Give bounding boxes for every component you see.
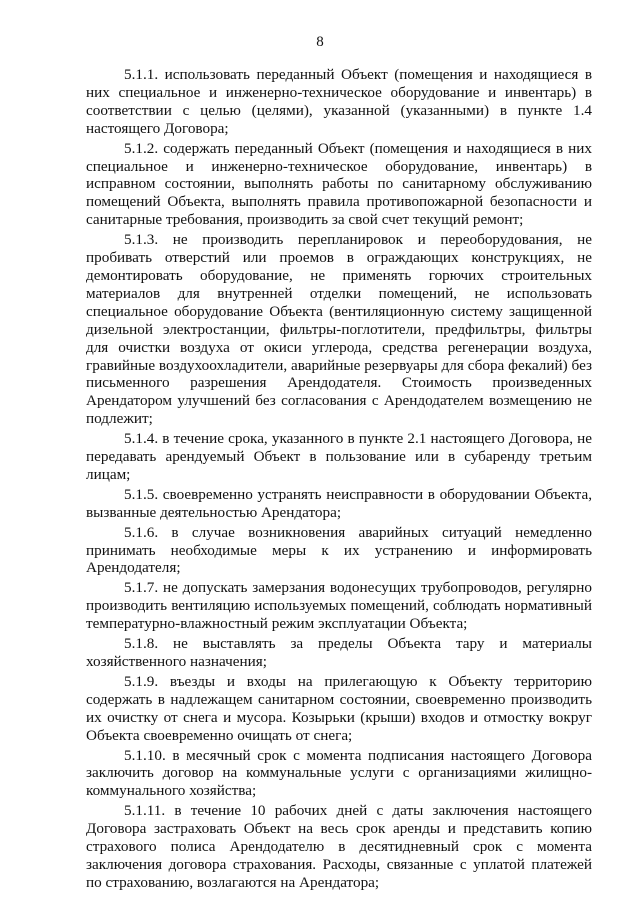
clause-5-1-5: 5.1.5. своевременно устранять неисправности в оборудовании Объекта, вызванные деятельностью Арендатора;: [86, 485, 592, 521]
clause-5-1-8: 5.1.8. не выставлять за пределы Объекта тару и материалы хозяйственного назначения;: [86, 635, 592, 670]
page-number: 8: [316, 34, 324, 50]
clause-5-1-2: 5.1.2. содержать переданный Объект (помещения и находящиеся в них специальное и инженерно-техническое оборудование, инвентарь) в исправном состоянии, выполнять работы по санитарному обслуживанию помещений Объекта, выполнять правила противопожарной безопасности и санитарные требования, производить за свой счет текущий ремонт;: [86, 139, 592, 229]
clause-5-1-9: 5.1.9. въезды и входы на прилегающую к Объекту территорию содержать в надлежащем санитарном состоянии, своевременно производить их очистку от снега и мусора. Козырьки (крыши) входов и отмостку вокруг Объекта своевременно очищать от снега;: [86, 672, 592, 744]
clause-5-1-6: 5.1.6. в случае возникновения аварийных ситуаций немедленно принимать необходимые меры к их устранению и информировать Арендодателя;: [86, 523, 592, 577]
clause-5-1-7: 5.1.7. не допускать замерзания водонесущих трубопроводов, регулярно производить вентиляцию используемых помещений, соблюдать нормативный температурно-влажностный режим эксплуатации Объекта;: [86, 579, 592, 633]
clause-5-1-10: 5.1.10. в месячный срок с момента подписания настоящего Договора заключить договор на коммунальные услуги с организациями жилищно-коммунального хозяйства;: [86, 746, 592, 800]
clause-5-1-4: 5.1.4. в течение срока, указанного в пункте 2.1 настоящего Договора, не передавать арендуемый Объект в пользование или в субаренду третьим лицам;: [86, 430, 592, 483]
document-body: [86, 66, 592, 894]
clause-5-1-3: 5.1.3. не производить перепланировок и переоборудования, не пробивать отверстий или проемов в ограждающих конструкциях, не демонтировать оборудование, не применять горючих строительных материалов для внутренней отделки помещений, не использовать специальное оборудование Объекта (вентиляционную систему защищенной дизельной электростанции, фильтры-поглотители, предфильтры, фильтры для очистки воздуха от окиси углерода, средства регенерации воздуха, гравийные воздухоохладители, аварийные резервуары для сбора фекалий) без письменного разрешения Арендодателя. Стоимость произведенных Арендатором улучшений без согласования с Арендодателем возмещению не подлежит;: [86, 231, 592, 428]
clause-5-1-11: 5.1.11. в течение 10 рабочих дней с даты заключения настоящего Договора застраховать Объект на весь срок аренды и представить копию страхового полиса Арендодателю в десятидневный срок с момента заключения договора страхования. Расходы, связанные с уплатой платежей по страхованию, возлагаются на Арендатора;: [86, 802, 592, 891]
clause-5-1-1: 5.1.1. использовать переданный Объект (помещения и находящиеся в них специальное и инженерно-техническое оборудование и инвентарь) в соответствии с целью (целями), указанной (указанными) в пункте 1.4 настоящего Договора;: [86, 66, 592, 137]
